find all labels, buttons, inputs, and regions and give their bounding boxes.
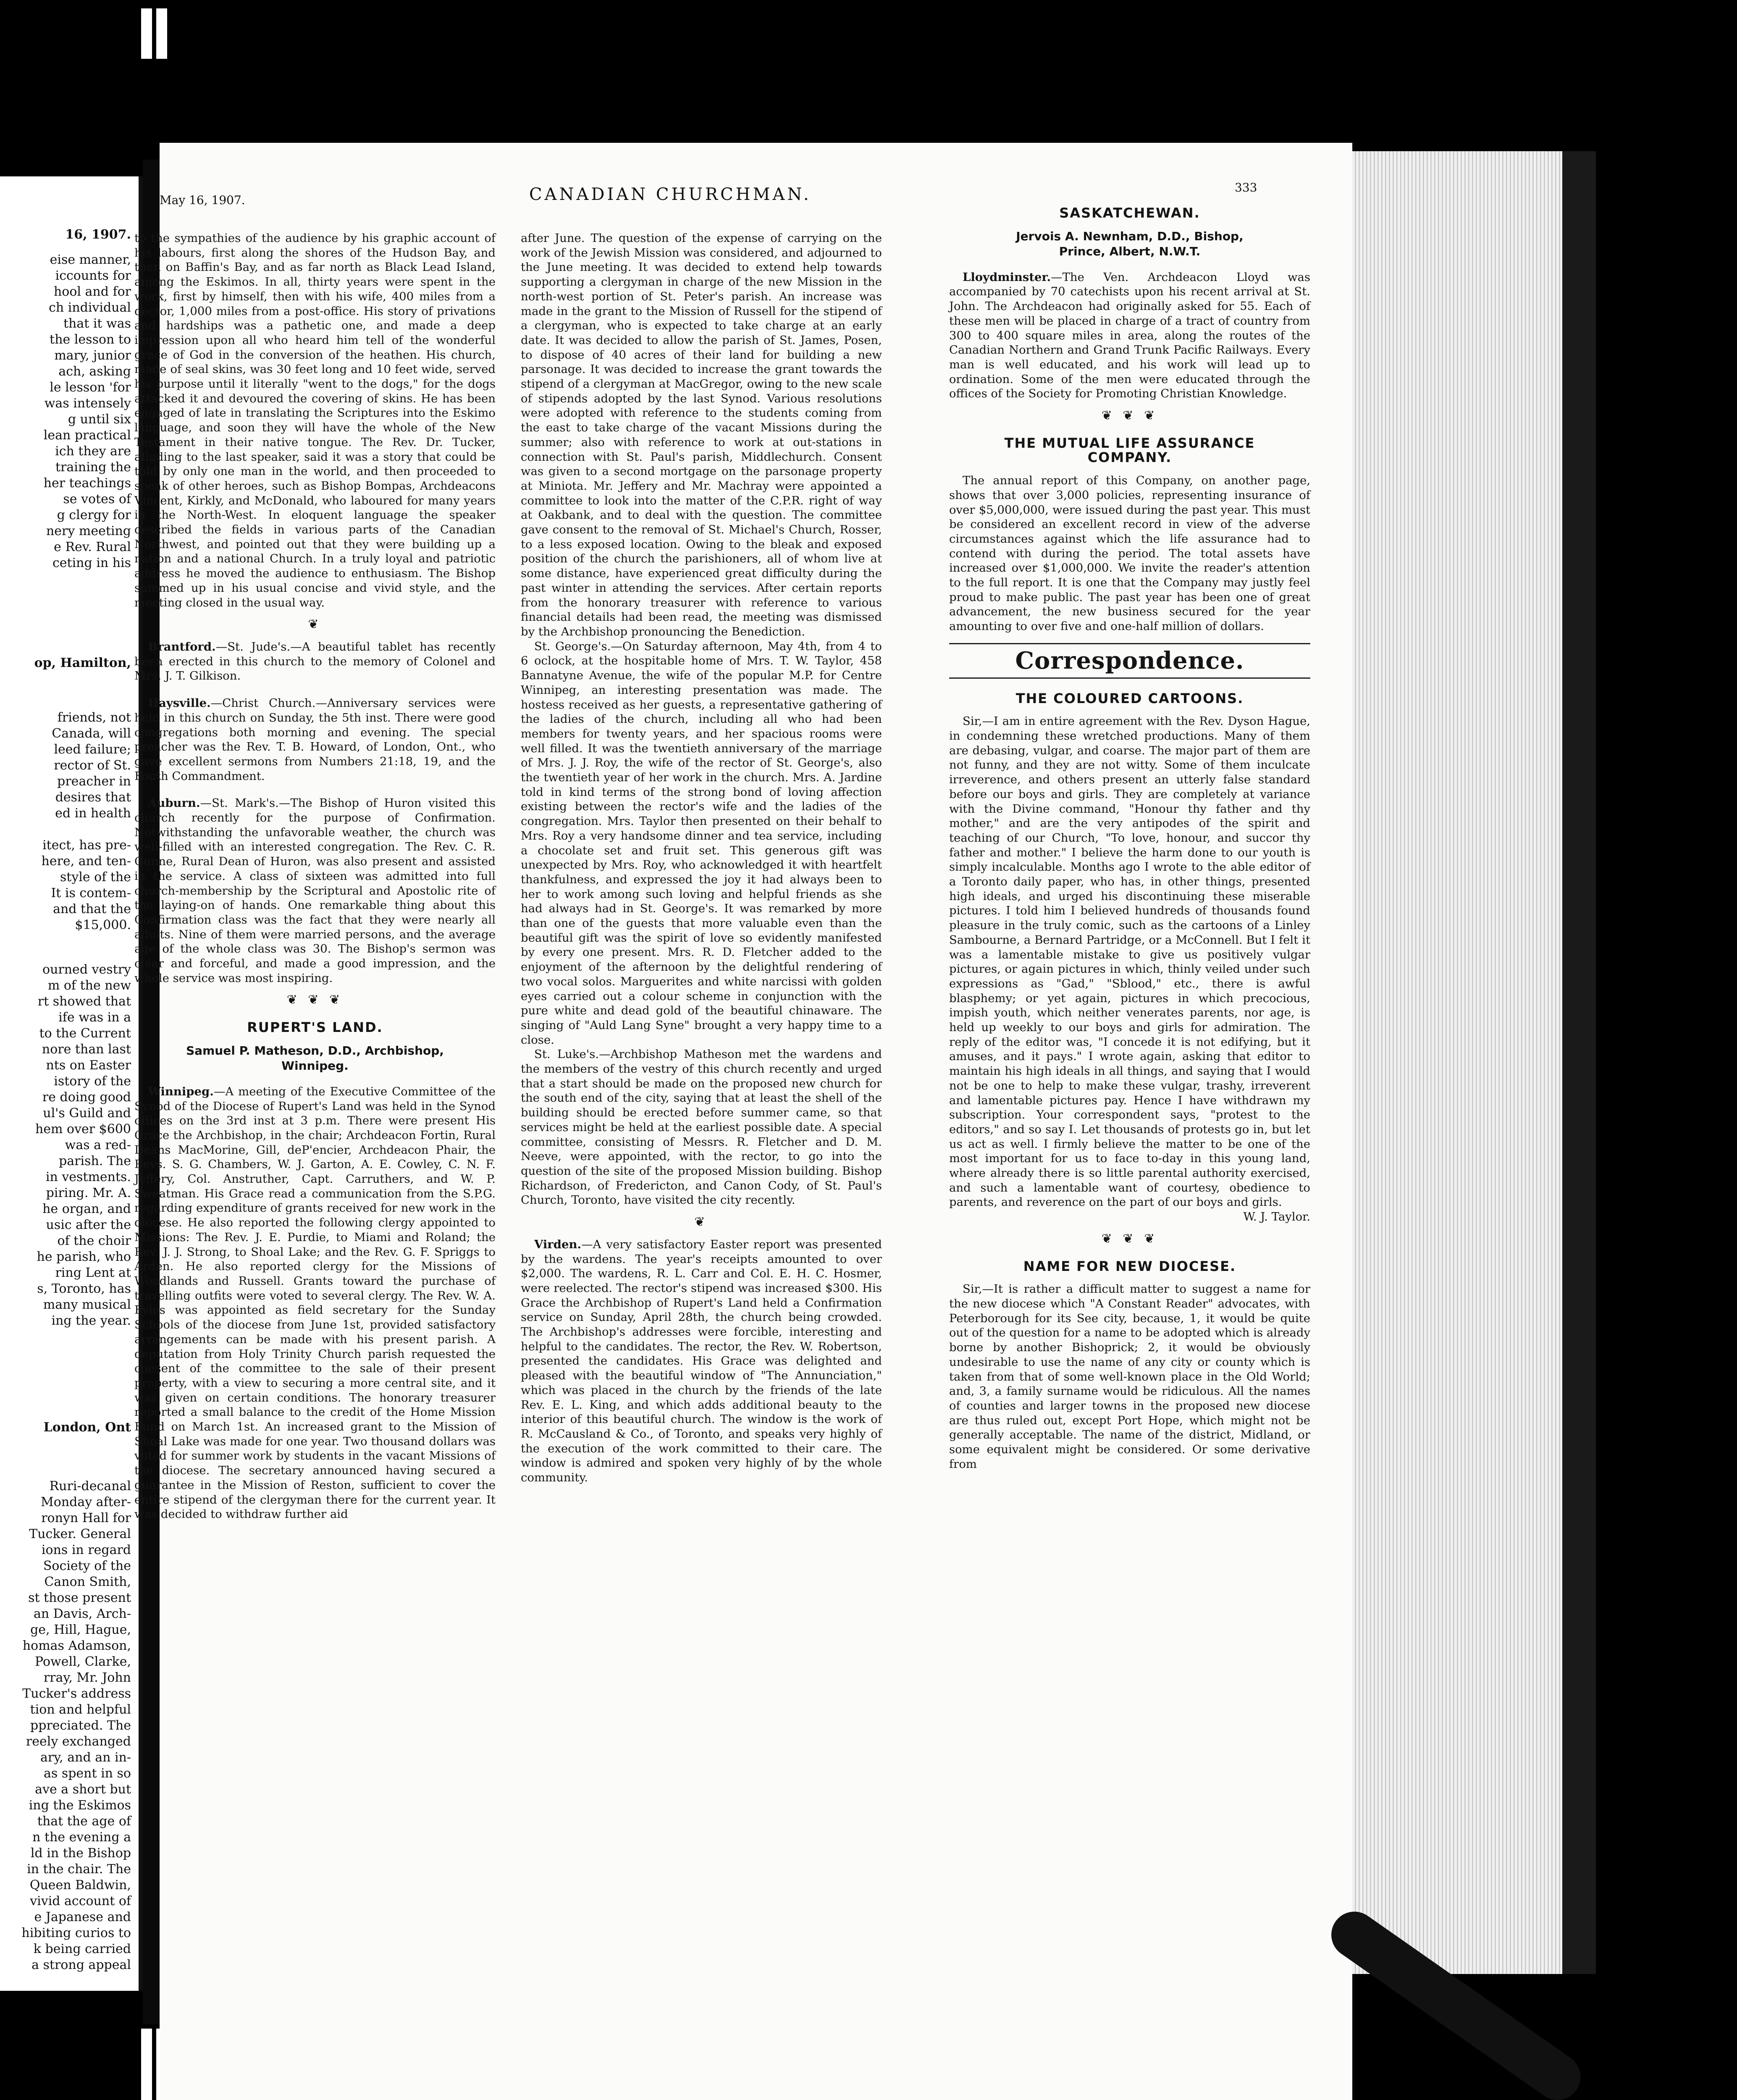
paragraph-text: —A very satisfactory Easter report was presented by the wardens. The year's receipts amounted to over $2,000. The wardens, R. L. Carr and Col. E. H. C. Hosmer, were reelected. The rector's stipend was increased $300. His Grace the Archbishop of Rupert's Land held a Confirmation service on Sunday, April 28th, the church being crowded. The Archbishop's addresses were forcible, interesting and helpful to the candidates. The rector, the Rev. W. Robertson, presented the candidates. His Grace was delighted and pleased with the beautiful window of "The Annunciation," which was placed in the church by the friends of the late Rev. E. L. King, and which adds additional beauty to the interior of this beautiful church. The window is the work of R. McCausland & Co., of Toronto, and speaks very highly of the execution of the work committed to their care. The window is admired and spoken very highly of by the whole community. (521, 1237, 882, 1485)
prev-page-line: was a red- (65, 1138, 131, 1152)
prev-page-line: Canada, will (52, 726, 131, 741)
prev-page-line: s, Toronto, has (37, 1281, 131, 1296)
prev-page-line: he parish, who (37, 1250, 131, 1264)
place-name: Virden. (534, 1237, 582, 1251)
prev-page-line: reely exchanged (26, 1734, 131, 1749)
prev-page-line: lean practical (43, 428, 131, 443)
prev-page-line: ife was in a (58, 1010, 131, 1025)
film-sprocket (156, 8, 167, 59)
prev-page-line: n the evening a (32, 1830, 131, 1845)
prev-page-line: preacher in (57, 774, 131, 789)
prev-page-line: iccounts for (55, 268, 131, 283)
prev-page-line: an Davis, Arch- (34, 1606, 131, 1621)
article-paragraph: St. Luke's.—Archbishop Matheson met the wardens and the members of the vestry of this church recently and urged that a start should be made on the proposed new church for the south end of the city, saying that at least the shell of the building should be erected before summer came, so that services might be held at the earliest possible date. A special committee, consisting of Messrs. R. Fletcher and D. M. Neeve, were appointed, with the rector, to go into the question of the site of the proposed Mission building. Bishop Richardson, of Fredericton, and Canon Cody, of St. Paul's Church, Toronto, have visited the city recently. (521, 1047, 882, 1207)
prev-page-line: was intensely (44, 396, 131, 411)
paragraph-text: —St. Jude's.—A beautiful tablet has recently been erected in this church to the memory of Colonel and Mrs. J. T. Gilkison. (134, 640, 496, 683)
prev-page-line: vivid account of (30, 1894, 131, 1908)
article-paragraph (521, 1237, 882, 1485)
prev-page-heading (44, 1420, 131, 1436)
byline-line: Samuel P. Matheson, D.D., Archbishop, (186, 1043, 444, 1058)
letter-paragraph: Sir,—It is rather a difficult matter to suggest a name for the new diocese which "A Constant Reader" advocates, with Peterborough for its See city, because, 1, it would be quite out of the question for a name to be adopted which is already borne by another Bishoprick; 2, it would be obviously undesirable to use the name of any city or county which is taken from that of some well-known place in the Old World; and, 3, a family surname would be ridiculous. All the names of counties and larger towns in the proposed new diocese are thus ruled out, except Port Hope, which might not be generally acceptable. The name of the district, Midland, or some equivalent might be considered. Or some derivative from (949, 1282, 1310, 1471)
prev-page-line: Tucker. General (29, 1527, 131, 1541)
prev-page-line: ourned vestry (42, 962, 131, 977)
prev-page-line: desires that (55, 790, 131, 805)
prev-page-line: Society of the (43, 1559, 131, 1573)
prev-page-line: le lesson 'for (50, 380, 131, 395)
article-paragraph (134, 1084, 496, 1522)
prev-page-line: style of the (60, 870, 131, 885)
section-title: RUPERT'S LAND. (247, 1019, 383, 1036)
correspondence-heading: Correspondence. (1015, 646, 1244, 675)
prev-page-line: op, Hamilton, (34, 656, 131, 670)
prev-page-line: ach, asking (58, 364, 131, 379)
paragraph-text: —A meeting of the Executive Committee of the Synod of the Diocese of Rupert's Land was held in the Synod offices on the 3rd inst at 3 p.m. There were present His Grace the Archbishop, in the chair; Archdeacon Fortin, Rural Deans MacMorine, Gill, deP'encier, Archdeacon Phair, the Revs. S. G. Chambers, W. J. Garton, A. E. Cowley, C. N. F. Jeffery, Col. Anstruther, Capt. Carruthers, and W. P. Sweatman. His Grace read a communication from the S.P.G. regarding expenditure of grants received for new work in the diocese. He also reported the following clergy appointed to Missions: The Rev. J. E. Purdie, to Miami and Roland; the Rev. J. J. Strong, to Shoal Lake; and the Rev. G. F. Spriggs to Arden. He also reported clergy for the Missions of Woodlands and Russell. Grants toward the purchase of travelling outfits were voted to several clergy. The Rev. W. A. Fyles was appointed as field secretary for the Sunday Schools of the diocese from June 1st, provided satisfactory arrangements can be made with his present parish. A deputation from Holy Trinity Church parish requested the consent of the committee to the sale of their present property, with a view to securing a more central site, and it was given on certain conditions. The honorary treasurer reported a small balance to the credit of the Home Mission Fund on March 1st. An increased grant to the Mission of Shoal Lake was made for one year. Two thousand dollars was voted for summer work by students in the vacant Missions of the diocese. The secretary announced having secured a guarantee in the Mission of Reston, sufficient to cover the entire stipend of the clergyman there for the current year. It was decided to withdraw further aid (134, 1084, 496, 1521)
prev-page-line: k being carried (33, 1942, 131, 1956)
ornament: ❦ (308, 617, 322, 632)
prev-page-line: ed in health (55, 806, 131, 821)
prev-page-line: her teachings (43, 476, 131, 491)
prev-page-line: Tucker's address (22, 1686, 131, 1701)
prev-page-line: ge, Hill, Hague, (30, 1622, 131, 1637)
article-paragraph (134, 796, 496, 985)
prev-page-line: hool and for (53, 284, 131, 299)
prev-page-line: nore than last (42, 1042, 131, 1057)
prev-page-line: ary, and an in- (40, 1750, 131, 1765)
prev-page-line: in the chair. The (27, 1862, 131, 1877)
divider (949, 677, 1310, 679)
prev-page-text-block (44, 252, 131, 571)
byline-line: Jervois A. Newnham, D.D., Bishop, (1016, 229, 1244, 243)
prev-page-line: ave a short but (35, 1782, 131, 1797)
prev-page-line: many musical (43, 1297, 131, 1312)
place-name: Haysville. (148, 696, 211, 710)
film-sprocket (141, 2029, 152, 2100)
place-name: Lloydminster. (963, 270, 1051, 284)
ornament: ❦ ❦ ❦ (1101, 408, 1158, 423)
prev-page-line: ch individual (49, 300, 131, 315)
prev-page-line: Powell, Clarke, (35, 1654, 131, 1669)
prev-page-line: the lesson to (50, 332, 131, 347)
prev-page-line: nts on Easter (46, 1058, 131, 1073)
prev-page-line: mary, junior (54, 348, 131, 363)
prev-page-text-block (35, 962, 131, 1329)
byline-line: Winnipeg. (281, 1058, 349, 1073)
prev-page-text-block (42, 710, 131, 933)
prev-page-line: friends, not (57, 710, 131, 725)
prev-page-line: tion and helpful (30, 1702, 131, 1717)
column-1 (134, 231, 496, 1522)
place-name: Brantford. (148, 640, 216, 654)
prev-page-line: $15,000. (75, 918, 131, 932)
section-title: THE MUTUAL LIFE ASSURANCE (1004, 435, 1255, 451)
place-name: Auburn. (148, 796, 200, 810)
article-paragraph: The annual report of this Company, on another page, shows that over 3,000 policies, representing insurance of over $5,000,000, were issued during the past year. This must be considered an excellent record in view of the adverse circumstances against which the life assurance had to contend with during the period. The total assets have increased over $1,000,000. We invite the reader's attention to the full report. It is one that the Company may justly feel proud to make public. The past year has been one of great advancement, the new business secured for the year amounting to over five and one-half million of dollars. (949, 474, 1310, 633)
letter-paragraph: Sir,—I am in entire agreement with the Rev. Dyson Hague, in condemning these wretched productions. Many of them are debasing, vulgar, and coarse. The major part of them are not funny, and they are not witty. Some of them inculcate irreverence, and others present an utterly false standard before our boys and girls. They are completely at variance with the Divine command, "Honour thy father and thy mother," and are the very antipodes of the spirit and teaching of our Church, "To love, honour, and succor thy father and mother." I believe the harm done to our youth is simply incalculable. Months ago I wrote to the able editor of a Toronto daily paper, who has, in other things, presented high ideals, and urged his discontinuing these miserable pictures. I told him I believed hundreds of thousands found pleasure in the truly comic, such as the cartoons of a Linley Sambourne, a Bernard Partridge, or a McConnell. But I felt it was a lamentable mistake to give us positively vulgar pictures, or again pictures in which, thinly veiled under such expressions as "Gad," "Sblood," etc., there is awful blasphemy; or yet again, pictures in which precocious, impish youth, which neither venerates parents, nor age, is held up weekly to our boys and girls for admiration. The reply of the editor was, "I concede it is not edifying, but it amuses, and it pays." I wrote again, asking that editor to maintain his high ideals in all things, and saying that I would not be one to help to make these vulgar, trashy, irreverent and lamentable pictures pay. Hence I have withdrawn my subscription. Your correspondent says, "protest to the editors," and so say I. Let thousands of protests go in, but let us act as well. I firmly believe the matter to be one of the most important for us to face to-day in this young land, where already there is so little parental authority exercised, and such a lamentable want of courtesy, obedience to parents, and reverence on the part of our boys and girls. (949, 714, 1310, 1209)
byline-line: Prince, Albert, N.W.T. (1059, 244, 1201, 258)
letter-signature: W. J. Taylor. (1243, 1210, 1310, 1224)
prev-page-line: ing the year. (51, 1313, 131, 1328)
prev-page-line: a strong appeal (31, 1958, 131, 1972)
book-page-edges (1352, 151, 1562, 1974)
prev-page-line: here, and ten- (41, 854, 131, 869)
column-3 (949, 206, 1310, 1471)
prev-page-line: ions in regard (41, 1543, 131, 1557)
article-paragraph: after June. The question of the expense of carrying on the work of the Jewish Mission was considered, and adjourned to the June meeting. It was decided to extend help towards supporting a clergyman in charge of the new Mission in the north-west portion of St. Peter's parish. An increase was made in the grant to the Mission of Russell for the stipend of a clergyman, who is expected to take charge at an early date. It was decided to allow the parish of St. James, Posen, to dispose of 40 acres of their land for building a new parsonage. It was decided to increase the grant towards the stipend of a clergyman at MacGregor, owing to the new scale of stipends adopted by the last Synod. Various resolutions were adopted with reference to the students coming from the east to take charge of the vacant Missions during the summer; also with reference to work at out-stations in connection with St. Paul's parish, Middlechurch. Consent was given to a second mortgage on the parsonage property at Miniota. Mr. Jeffery and Mr. Machray were appointed a committee to look into the matter of the C.P.R. right of way at Oakbank, and to deal with the question. The committee gave consent to the removal of St. Michael's Church, Rosser, to a less exposed location. Owing to the bleak and exposed position of the church the parishioners, all of whom live at some distance, have experienced great difficulty during the past winter in attending the services. After certain reports from the honorary treasurer with reference to various financial details had been read, the meeting was dismissed by the Archbishop pronouncing the Benediction. (521, 231, 882, 638)
prev-page-line: usic after the (46, 1218, 131, 1232)
prev-page-line: ing the Eskimos (29, 1798, 131, 1813)
prev-page-line: Ruri-decanal (49, 1479, 131, 1494)
prev-page-line: ppreciated. The (30, 1718, 131, 1733)
divider (949, 643, 1310, 644)
byline (134, 1043, 496, 1074)
prev-page-line: piring. Mr. A. (46, 1186, 131, 1200)
prev-page-line: that the age of (37, 1814, 131, 1829)
prev-page-line: to the Current (39, 1026, 131, 1041)
prev-page-line: homas Adamson, (22, 1638, 131, 1653)
article-paragraph: to the sympathies of the audience by his graphic account of his labours, first along the shores of the Hudson Bay, and then on Baffin's Bay, and as far north as Black Lead Island, among the Eskimos. In all, thirty years were spent in the work, first by himself, then with his wife, 400 miles from a doctor, 1,000 miles from a post-office. His story of privations and hardships was a pathetic one, and made a deep impression upon all who heard him tell of the wonderful grace of God in the conversion of the heathen. His church, made of seal skins, was 30 feet long and 10 feet wide, served his purpose until it literally "went to the dogs," for the dogs attacked it and devoured the covering of skins. He has been engaged of late in translating the Scriptures into the Eskimo language, and soon they will have the whole of the New Testament in their native tongue. The Rev. Dr. Tucker, alluding to the last speaker, said it was a story that could be told by only one man in the world, and then proceeded to speak of other heroes, such as Bishop Bompas, Archdeacons Vincent, Kirkly, and McDonald, who laboured for many years in the North-West. In eloquent language the speaker described the fields in various parts of the Canadian Northwest, and pointed out that they were building up a nation and a national Church. In a truly loyal and patriotic address he moved the audience to enthusiasm. The Bishop summed up in his usual concise and vivid style, and the meeting closed in the usual way. (134, 231, 496, 609)
prev-page-line: Queen Baldwin, (29, 1878, 131, 1893)
issue-date: May 16, 1907. (160, 193, 245, 207)
newspaper-page (134, 143, 1352, 2100)
prev-page-line: hibiting curios to (21, 1926, 131, 1940)
book-cover-edge (1562, 151, 1596, 1974)
prev-page-line: of the choir (57, 1234, 131, 1248)
prev-page-line: rector of St. (54, 758, 131, 773)
prev-page-line (42, 822, 131, 837)
article-paragraph (134, 696, 496, 783)
prev-page-line: Canon Smith, (44, 1575, 131, 1589)
section-title: THE COLOURED CARTOONS. (1015, 690, 1244, 706)
prev-page-line: nery meeting (46, 524, 131, 538)
prev-page-heading (34, 655, 131, 671)
prev-page-line: e Japanese and (34, 1910, 131, 1924)
publication-title: CANADIAN CHURCHMAN. (529, 185, 811, 204)
place-name: Winnipeg. (148, 1084, 214, 1098)
prev-page-date: 16, 1907. (65, 227, 131, 242)
prev-page-line: training the (55, 460, 131, 475)
prev-page-line: ich they are (55, 444, 131, 459)
film-sprocket (141, 8, 152, 59)
prev-page-line: se votes of (63, 492, 131, 507)
ornament: ❦ ❦ ❦ (1101, 1231, 1158, 1246)
prev-page-line: rray, Mr. John (43, 1670, 131, 1685)
prev-page-line: It is contem- (51, 886, 131, 900)
prev-page-line: istory of the (54, 1074, 131, 1089)
byline (949, 229, 1310, 259)
prev-page-line: ld in the Bishop (30, 1846, 131, 1861)
prev-page-line: eise manner, (50, 252, 131, 267)
prev-page-line: ceting in his (52, 556, 131, 570)
section-title: NAME FOR NEW DIOCESE. (1023, 1258, 1236, 1274)
prev-page-line: Monday after- (41, 1495, 131, 1509)
previous-page-fragment (0, 176, 146, 1991)
ornament: ❦ ❦ ❦ (286, 992, 344, 1008)
article-paragraph: St. George's.—On Saturday afternoon, May 4th, from 4 to 6 oclock, at the hospitable home of Mrs. T. W. Taylor, 458 Bannatyne Avenue, the wife of the popular M.P. for Centre Winnipeg, an interesting presentation was made. The hostess received as her guests, a representative gathering of the ladies of the church, including all who had been members for twenty years, and her spacious rooms were well filled. It was the twentieth anniversary of the marriage of Mrs. J. J. Roy, the wife of the rector of St. George's, also the twentieth year of her work in the church. Mrs. A. Jardine told in kind terms of the strong bond of loving affection existing between the rector's wife and the ladies of the congregation. Mrs. Taylor then presented on their behalf to Mrs. Roy a very handsome dinner and tea service, including a chocolate set and fruit set. This generous gift was unexpected by Mrs. Roy, who acknowledged it with heartfelt thankfulness, and expressed the joy it had always been to her to work among such loving and helpful friends as she had always had in St. George's. It was remarked by more than one of the guests that more valuable even than the beautiful gift was the spirit of love so evidently manifested by every one present. Mrs. R. D. Fletcher added to the enjoyment of the afternoon by the delightful rendering of two vocal solos. Marguerites and white narcissi with golden eyes carried out a colour scheme in conjunction with the pure white and dead gold of the beautiful chinaware. The singing of "Auld Lang Syne" brought a very happy time to a close. (521, 639, 882, 1047)
article-paragraph (134, 640, 496, 683)
paragraph-text: —Christ Church.—Anniversary services were held in this church on Sunday, the 5th inst. There were good congregations both morning and evening. The special preacher was the Rev. T. B. Howard, of London, Ont., who gave excellent sermons from Numbers 21:18, 19, and the Fouth Commandment. (134, 696, 496, 783)
prev-page-line: ronyn Hall for (41, 1511, 131, 1525)
prev-page-line: e Rev. Rural (54, 540, 131, 554)
prev-page-line: parish. The (59, 1154, 131, 1168)
prev-page-line: he organ, and (42, 1202, 131, 1216)
prev-page-line: ring Lent at (55, 1265, 131, 1280)
prev-page-line: hem over $600 (35, 1122, 131, 1137)
ornament: ❦ (694, 1215, 708, 1230)
paragraph-text: —St. Mark's.—The Bishop of Huron visited this church recently for the purpose of Confirmation. Notwithstanding the unfavorable weather, the church was well-filled with an interested congregation. The Rev. C. R. Gunne, Rural Dean of Huron, was also present and assisted in the service. A class of sixteen was admitted into full church-membership by the Scriptural and Apostolic rite of the laying-on of hands. One remarkable thing about this Confirmation class was the fact that they were nearly all adults. Nine of them were married persons, and the average age of the whole class was 30. The Bishop's sermon was clear and forceful, and made a good impression, and the whole service was most inspiring. (134, 796, 496, 985)
prev-page-line: that it was (63, 316, 131, 331)
prev-page-line: itect, has pre- (42, 838, 131, 853)
prev-page-line: st those present (28, 1591, 131, 1605)
prev-page-line: in vestments. (45, 1170, 131, 1184)
section-title: SASKATCHEWAN. (1059, 205, 1200, 221)
prev-page-line: ul's Guild and (43, 1106, 131, 1121)
prev-page-line: London, Ont (43, 1420, 131, 1435)
prev-page-text-block (21, 1478, 131, 1973)
column-2 (521, 231, 882, 1485)
section-title: COMPANY. (1087, 449, 1172, 466)
prev-page-line: rt showed that (37, 994, 131, 1009)
prev-page-line: and that the (53, 902, 131, 916)
page-number: 333 (1235, 181, 1257, 194)
prev-page-line: m of the new (47, 978, 131, 993)
article-paragraph (949, 270, 1310, 401)
paragraph-text: —The Ven. Archdeacon Lloyd was accompanied by 70 catechists upon his recent arrival at St. John. The Archdeacon had originally asked for 55. Each of these men will be placed in charge of a tract of country from 300 to 400 square miles in area, along the routes of the Canadian Northern and Grand Trunk Pacific Railways. Every man is well educated, and his work will lead up to ordination. Some of the men were educated through the offices of the Society for Promoting Christian Knowledge. (949, 270, 1310, 401)
prev-page-line: re doing good (42, 1090, 131, 1105)
prev-page-line: leed failure; (54, 742, 131, 757)
prev-page-line: g clergy for (57, 508, 131, 522)
prev-page-line: as spent in so (44, 1766, 131, 1781)
prev-page-line: g until six (68, 412, 131, 427)
